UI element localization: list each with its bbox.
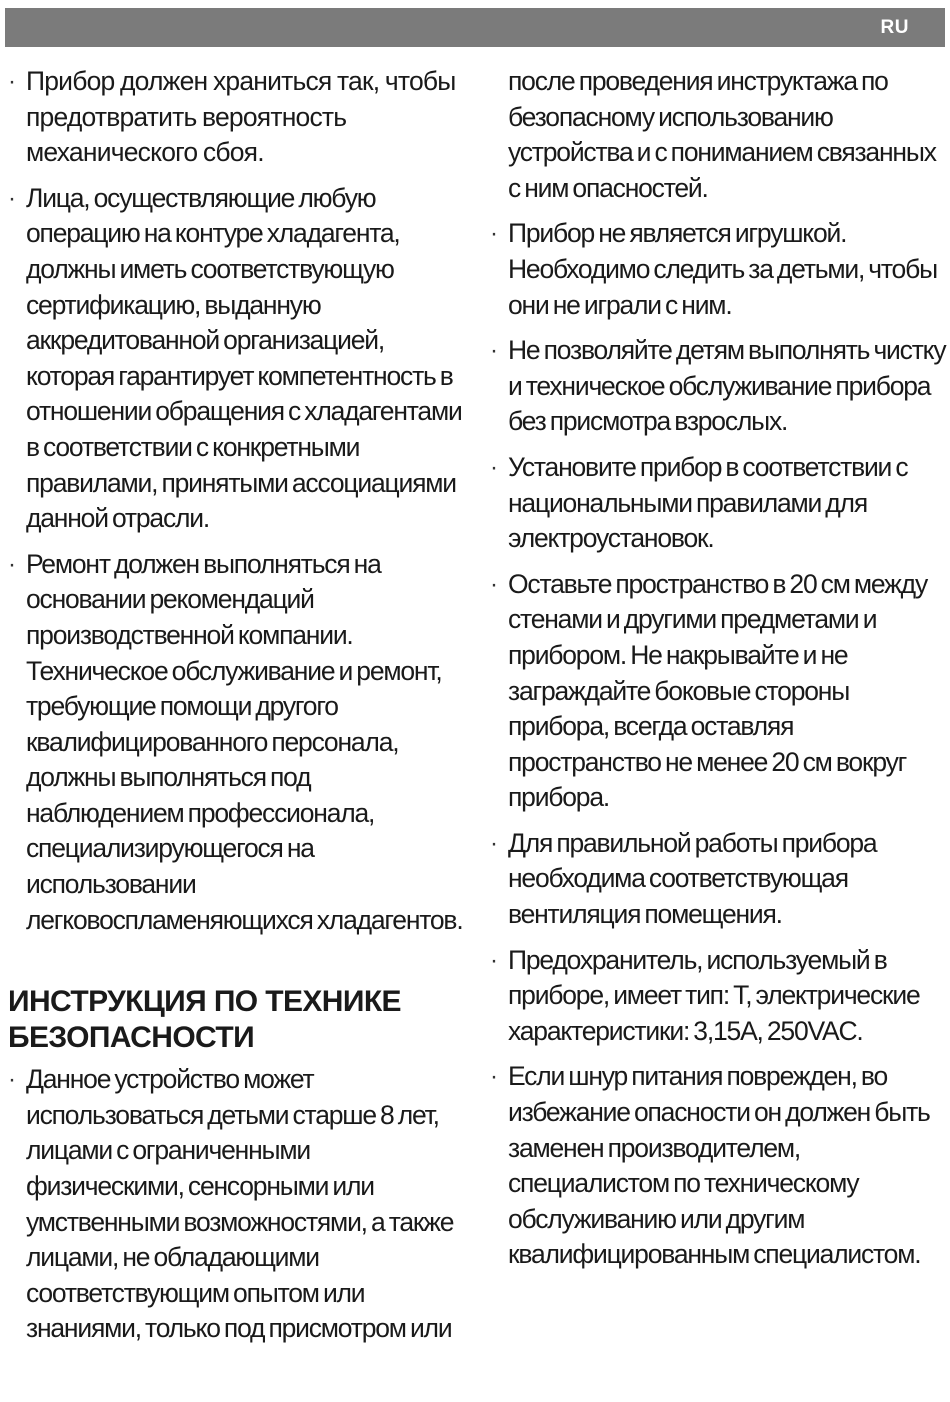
list-item: · Данное устройство может использоваться детьми старше 8 лет, лицами с ограниченными физическими, сенсорными или умственными возможностями, а также лицами, не обладающими соответствующим опытом или знаниями, только под присмотром или <box>8 1062 468 1347</box>
list-item: · Оставьте пространство в 20 см между стенами и другими предметами и прибором. Не накрывайте и не заграждайте боковые стороны прибора, всегда оставляя пространство не менее 20 см вокруг прибора. <box>490 567 946 816</box>
list-item: · Если шнур питания поврежден, во избежание опасности он должен быть заменен производителем, специалистом по техническому обслуживанию или другим квалифицированным специалистом. <box>490 1059 946 1273</box>
list-item: · Прибор должен храниться так, чтобы предотвратить вероятность механического сбоя. <box>8 64 468 171</box>
bullet-list-right <box>490 64 946 1273</box>
list-item: · Для правильной работы прибора необходима соответствующая вентиляция помещения. <box>490 826 946 933</box>
language-badge: RU <box>880 17 909 38</box>
list-item-continuation: после проведения инструктажа по безопасному использованию устройства и с пониманием связанных с ним опасностей. <box>508 66 936 203</box>
bullet-list-top <box>8 64 468 938</box>
left-column <box>8 64 468 1357</box>
list-item: · Прибор не является игрушкой. Необходимо следить за детьми, чтобы они не играли с ним. <box>490 216 946 323</box>
list-item: · Предохранитель, используемый в приборе, имеет тип: T, электрические характеристики: 3,15A, 250VAC. <box>490 943 946 1050</box>
list-item: · Не позволяйте детям выполнять чистку и техническое обслуживание прибора без присмотра взрослых. <box>490 333 946 440</box>
bullet-list-bottom <box>8 1062 468 1347</box>
page-header-bar <box>5 8 945 47</box>
section-heading: ИНСТРУКЦИЯ ПО ТЕХНИКЕ БЕЗОПАСНОСТИ <box>8 985 401 1055</box>
list-item: · Установите прибор в соответствии с национальными правилами для электроустановок. <box>490 450 946 557</box>
list-item: · Ремонт должен выполняться на основании рекомендаций производственной компании. Техническое обслуживание и ремонт, требующие помощи другого квалифицированного персонала, должны выполняться под наблюдением профессионала, специализирующегося на использовании легковоспламеняющихся хладагентов. <box>8 547 468 939</box>
list-item: · Лица, осуществляющие любую операцию на контуре хладагента, должны иметь соответствующую сертификацию, выданную аккредитованной организацией, которая гарантирует компетентность в отношении обращения с хладагентами в соответствии с конкретными правилами, принятыми ассоциациями данной отрасли. <box>8 181 468 537</box>
right-column <box>490 64 946 1283</box>
